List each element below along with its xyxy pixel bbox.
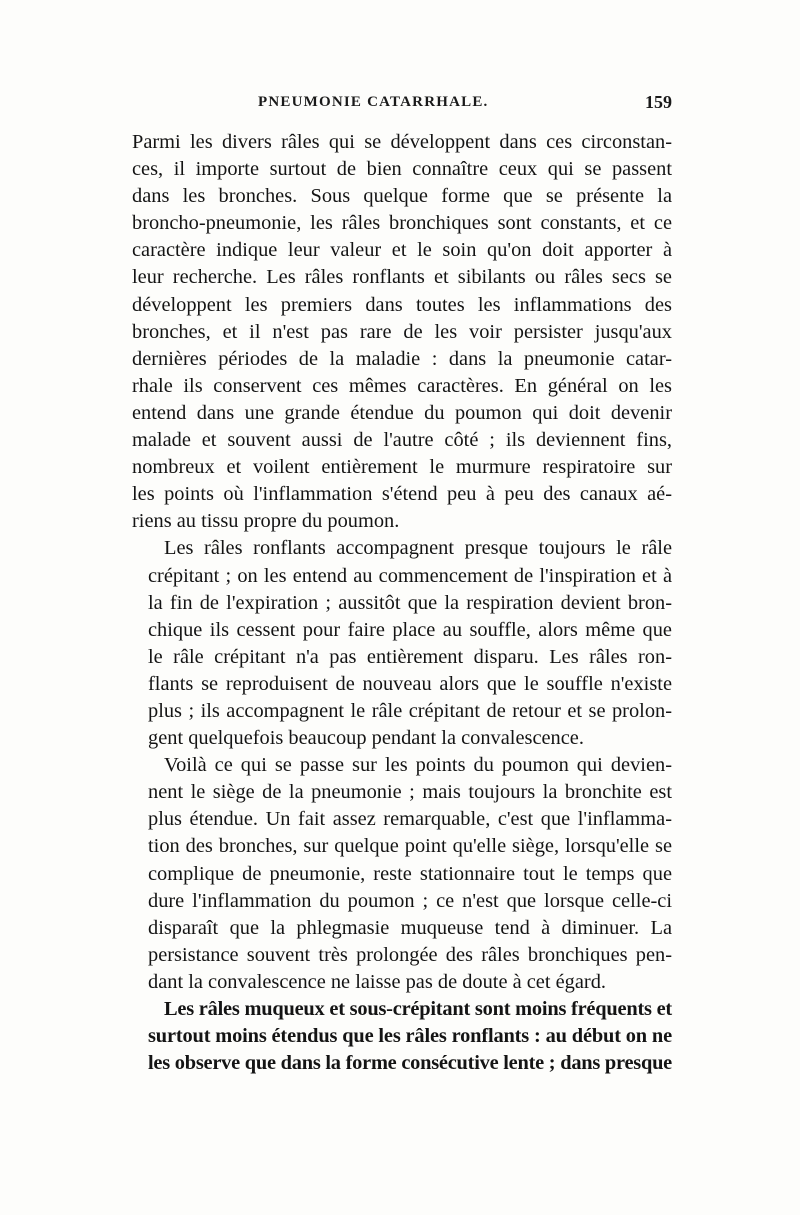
text-line: disparaît que la phlegmasie muqueuse tend à diminuer. La [148, 916, 672, 939]
text-line: broncho-pneumonie, les râles bronchiques sont constants, et ce [132, 212, 672, 235]
paragraph-4 [132, 996, 672, 1077]
paragraph-1 [132, 129, 672, 535]
text-line: malade et souvent aussi de l'autre côté ; ils deviennent fins, [132, 429, 672, 452]
text-line: complique de pneumonie, reste stationnaire tout le temps que [148, 862, 672, 885]
text-line: chique ils cessent pour faire place au souffle, alors même que [148, 618, 672, 641]
body-text [132, 129, 672, 1077]
text-line: persistance souvent très prolongée des râles bronchiques pen- [148, 943, 672, 966]
paragraph-3 [132, 752, 672, 996]
text-line: leur recherche. Les râles ronflants et sibilants ou râles secs se [132, 266, 672, 289]
text-line: le râle crépitant n'a pas entièrement disparu. Les râles ron- [148, 645, 672, 668]
text-line: rhale ils conservent ces mêmes caractères. En général on les [132, 374, 672, 397]
text-line: nent le siège de la pneumonie ; mais toujours la bronchite est [148, 781, 672, 804]
text-line: ces, il importe surtout de bien connaître ceux qui se passent [132, 158, 672, 181]
text-line: surtout moins étendus que les râles ronflants : au début on ne [148, 1025, 672, 1048]
text-line: Voilà ce qui se passe sur les points du poumon qui devien- [164, 754, 672, 777]
text-line: Parmi les divers râles qui se développent dans ces circonstan- [132, 131, 672, 153]
text-line: plus étendue. Un fait assez remarquable, c'est que l'inflamma- [148, 808, 672, 831]
text-line: bronches, et il n'est pas rare de les voir persister jusqu'aux [132, 320, 672, 343]
text-line: Les râles muqueux et sous-crépitant sont moins fréquents et [164, 998, 672, 1020]
text-line: tion des bronches, sur quelque point qu'elle siège, lorsqu'elle se [148, 835, 672, 858]
text-line: dans les bronches. Sous quelque forme que se présente la [132, 185, 672, 208]
paragraph-2 [132, 535, 672, 752]
text-line: les observe que dans la forme consécutive lente ; dans presque [148, 1052, 672, 1075]
text-line: nombreux et voilent entièrement le murmure respiratoire sur [132, 456, 672, 479]
text-line: caractère indique leur valeur et le soin qu'on doit apporter à [132, 239, 672, 262]
text-line: développent les premiers dans toutes les inflammations des [132, 293, 672, 316]
text-line: plus ; ils accompagnent le râle crépitant de retour et se prolon- [148, 699, 672, 722]
text-line: dure l'inflammation du poumon ; ce n'est que lorsque celle-ci [148, 889, 672, 912]
text-line: crépitant ; on les entend au commencement de l'inspiration et à [148, 564, 672, 587]
text-line: flants se reproduisent de nouveau alors que le souffle n'existe [148, 672, 672, 695]
text-line: entend dans une grande étendue du poumon qui doit devenir [132, 401, 672, 424]
text-line: dernières périodes de la maladie : dans la pneumonie catar- [132, 347, 672, 370]
page-number: 159 [645, 92, 672, 112]
text-line: la fin de l'expiration ; aussitôt que la respiration devient bron- [148, 591, 672, 614]
text-line: Les râles ronflants accompagnent presque toujours le râle [164, 537, 672, 560]
text-line: dant la convalescence ne laisse pas de doute à cet égard. [148, 970, 607, 993]
running-title: PNEUMONIE CATARRHALE. [258, 94, 489, 110]
text-line: les points où l'inflammation s'étend peu à peu des canaux aé- [132, 483, 672, 506]
text-line: gent quelquefois beaucoup pendant la convalescence. [148, 727, 584, 750]
text-line: riens au tissu propre du poumon. [132, 510, 400, 533]
running-head [132, 92, 672, 118]
